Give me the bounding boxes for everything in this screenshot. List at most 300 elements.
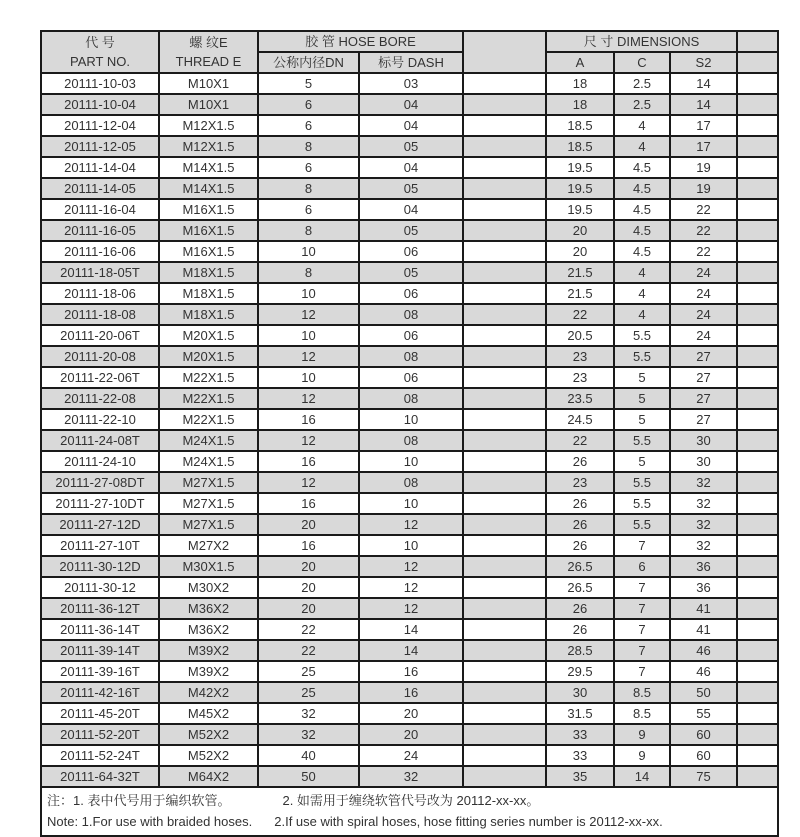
dash-cell: 03	[359, 73, 463, 94]
dn-cell: 12	[258, 346, 359, 367]
dim-s2-cell: 50	[670, 682, 737, 703]
dim-c-cell: 8.5	[614, 682, 670, 703]
thread-cell: M22X1.5	[159, 367, 258, 388]
thread-cell: M18X1.5	[159, 262, 258, 283]
spacer-cell	[463, 241, 546, 262]
part-no-cell: 20111-27-08DT	[41, 472, 159, 493]
dim-s2-cell: 30	[670, 430, 737, 451]
dash-cell: 04	[359, 115, 463, 136]
dim-s2-cell: 36	[670, 577, 737, 598]
dim-c-cell: 5.5	[614, 346, 670, 367]
thread-cell: M16X1.5	[159, 241, 258, 262]
dn-cell: 50	[258, 766, 359, 787]
dash-cell: 10	[359, 493, 463, 514]
spacer-cell	[737, 745, 778, 766]
dim-a-cell: 18	[546, 73, 614, 94]
dash-cell: 16	[359, 682, 463, 703]
part-no-cell: 20111-16-06	[41, 241, 159, 262]
table-row	[41, 451, 778, 472]
thread-cell: M14X1.5	[159, 178, 258, 199]
dn-cell: 16	[258, 409, 359, 430]
thread-cell: M27X1.5	[159, 493, 258, 514]
dash-cell: 06	[359, 325, 463, 346]
spacer-cell	[737, 493, 778, 514]
dim-c-cell: 6	[614, 556, 670, 577]
dim-a-cell: 26	[546, 451, 614, 472]
dim-a-cell: 21.5	[546, 283, 614, 304]
header-dimensions-group: 尺 寸 DIMENSIONS	[546, 31, 737, 52]
thread-cell: M20X1.5	[159, 346, 258, 367]
dash-cell: 06	[359, 367, 463, 388]
dim-s2-cell: 19	[670, 178, 737, 199]
dash-cell: 12	[359, 577, 463, 598]
header-thread	[159, 31, 258, 73]
spacer-cell	[737, 766, 778, 787]
dash-cell: 20	[359, 724, 463, 745]
part-no-cell: 20111-24-10	[41, 451, 159, 472]
spacer-cell	[463, 640, 546, 661]
dim-s2-cell: 32	[670, 535, 737, 556]
part-no-cell: 20111-39-14T	[41, 640, 159, 661]
dash-cell: 05	[359, 136, 463, 157]
dim-a-cell: 26	[546, 535, 614, 556]
dim-c-cell: 5.5	[614, 430, 670, 451]
dash-cell: 08	[359, 472, 463, 493]
spacer-cell	[463, 346, 546, 367]
spacer-cell	[463, 661, 546, 682]
dim-a-cell: 20	[546, 220, 614, 241]
spacer-cell	[737, 682, 778, 703]
dn-cell: 12	[258, 388, 359, 409]
thread-cell: M20X1.5	[159, 325, 258, 346]
table-row	[41, 199, 778, 220]
spacer-cell	[463, 73, 546, 94]
spacer-cell	[463, 766, 546, 787]
dim-c-cell: 9	[614, 724, 670, 745]
dn-cell: 16	[258, 451, 359, 472]
spacer-cell	[737, 556, 778, 577]
thread-cell: M39X2	[159, 640, 258, 661]
spacer-cell	[463, 157, 546, 178]
table-row	[41, 409, 778, 430]
part-no-cell: 20111-10-03	[41, 73, 159, 94]
dim-c-cell: 4	[614, 304, 670, 325]
dim-a-cell: 30	[546, 682, 614, 703]
notes-row	[41, 787, 778, 836]
spacer-cell	[463, 304, 546, 325]
dim-a-cell: 28.5	[546, 640, 614, 661]
spacer-cell	[737, 325, 778, 346]
header-spacer-right-top	[737, 31, 778, 52]
dash-cell: 08	[359, 346, 463, 367]
spacer-cell	[463, 619, 546, 640]
dim-c-cell: 4	[614, 262, 670, 283]
thread-cell: M27X1.5	[159, 514, 258, 535]
dn-cell: 8	[258, 136, 359, 157]
spacer-cell	[737, 199, 778, 220]
dn-cell: 12	[258, 304, 359, 325]
part-no-cell: 20111-30-12	[41, 577, 159, 598]
dash-cell: 04	[359, 199, 463, 220]
note-line-en	[47, 811, 773, 832]
spacer-cell	[737, 367, 778, 388]
table-row	[41, 640, 778, 661]
dim-s2-cell: 24	[670, 325, 737, 346]
dim-s2-cell: 22	[670, 241, 737, 262]
header-spacer-left	[463, 31, 546, 73]
dim-s2-cell: 32	[670, 493, 737, 514]
spacer-cell	[463, 115, 546, 136]
dim-s2-cell: 60	[670, 745, 737, 766]
dim-a-cell: 33	[546, 724, 614, 745]
part-no-cell: 20111-22-10	[41, 409, 159, 430]
dim-a-cell: 20.5	[546, 325, 614, 346]
dim-c-cell: 5.5	[614, 493, 670, 514]
thread-cell: M10X1	[159, 73, 258, 94]
dim-c-cell: 4	[614, 136, 670, 157]
dash-cell: 10	[359, 409, 463, 430]
dim-s2-cell: 36	[670, 556, 737, 577]
dn-cell: 25	[258, 661, 359, 682]
dim-c-cell: 2.5	[614, 73, 670, 94]
thread-cell: M52X2	[159, 745, 258, 766]
dim-a-cell: 18.5	[546, 136, 614, 157]
spacer-cell	[737, 640, 778, 661]
spacer-cell	[737, 241, 778, 262]
notes-cell	[41, 787, 778, 836]
spacer-cell	[463, 598, 546, 619]
dash-cell: 12	[359, 514, 463, 535]
table-row	[41, 682, 778, 703]
part-no-cell: 20111-18-05T	[41, 262, 159, 283]
dim-a-cell: 22	[546, 304, 614, 325]
spacer-cell	[737, 220, 778, 241]
header-dash: 标号 DASH	[359, 52, 463, 73]
dim-c-cell: 5	[614, 409, 670, 430]
table-row	[41, 472, 778, 493]
dim-c-cell: 5	[614, 388, 670, 409]
dn-cell: 25	[258, 682, 359, 703]
dim-c-cell: 4	[614, 115, 670, 136]
dim-a-cell: 23	[546, 367, 614, 388]
dim-a-cell: 19.5	[546, 157, 614, 178]
table-row	[41, 535, 778, 556]
dim-c-cell: 4.5	[614, 199, 670, 220]
dim-a-cell: 26.5	[546, 577, 614, 598]
dim-c-cell: 5	[614, 451, 670, 472]
dim-c-cell: 4	[614, 283, 670, 304]
dim-s2-cell: 22	[670, 220, 737, 241]
spacer-cell	[463, 367, 546, 388]
thread-cell: M64X2	[159, 766, 258, 787]
part-no-cell: 20111-20-06T	[41, 325, 159, 346]
thread-cell: M27X2	[159, 535, 258, 556]
header-dim-c: C	[614, 52, 670, 73]
table-row	[41, 556, 778, 577]
dim-s2-cell: 24	[670, 262, 737, 283]
dim-c-cell: 5.5	[614, 472, 670, 493]
thread-cell: M42X2	[159, 682, 258, 703]
table-row	[41, 724, 778, 745]
table-row	[41, 598, 778, 619]
dim-c-cell: 4.5	[614, 241, 670, 262]
dn-cell: 32	[258, 703, 359, 724]
table-row	[41, 157, 778, 178]
dash-cell: 20	[359, 703, 463, 724]
dn-cell: 6	[258, 157, 359, 178]
spacer-cell	[463, 178, 546, 199]
dn-cell: 6	[258, 199, 359, 220]
part-no-cell: 20111-12-04	[41, 115, 159, 136]
header-part-no	[41, 31, 159, 73]
dash-cell: 32	[359, 766, 463, 787]
dim-a-cell: 26	[546, 493, 614, 514]
thread-cell: M14X1.5	[159, 157, 258, 178]
note-zh-1: 注：1. 表中代号用于编织软管。	[47, 793, 231, 808]
dash-cell: 05	[359, 178, 463, 199]
spacer-cell	[737, 619, 778, 640]
spacer-cell	[737, 304, 778, 325]
spacer-cell	[463, 703, 546, 724]
part-no-cell: 20111-14-05	[41, 178, 159, 199]
part-no-cell: 20111-27-10DT	[41, 493, 159, 514]
dash-cell: 16	[359, 661, 463, 682]
table-row	[41, 325, 778, 346]
dash-cell: 10	[359, 451, 463, 472]
header-part-no-zh: 代 号	[85, 35, 115, 50]
dim-c-cell: 5	[614, 367, 670, 388]
dn-cell: 10	[258, 283, 359, 304]
dim-a-cell: 24.5	[546, 409, 614, 430]
header-dim-a: A	[546, 52, 614, 73]
dim-a-cell: 21.5	[546, 262, 614, 283]
dim-a-cell: 29.5	[546, 661, 614, 682]
dim-s2-cell: 14	[670, 73, 737, 94]
table-row	[41, 367, 778, 388]
header-row-top	[41, 31, 778, 52]
dash-cell: 04	[359, 94, 463, 115]
spacer-cell	[737, 283, 778, 304]
table-row	[41, 136, 778, 157]
thread-cell: M22X1.5	[159, 388, 258, 409]
dim-a-cell: 19.5	[546, 178, 614, 199]
header-hose-bore-group: 胶 管 HOSE BORE	[258, 31, 463, 52]
note-en-2: 2.If use with spiral hoses, hose fitting series number is 20112-xx-xx.	[274, 814, 663, 829]
dim-a-cell: 18	[546, 94, 614, 115]
dim-a-cell: 23	[546, 472, 614, 493]
thread-cell: M45X2	[159, 703, 258, 724]
spacer-cell	[463, 325, 546, 346]
table-row	[41, 388, 778, 409]
dim-a-cell: 22	[546, 430, 614, 451]
dim-s2-cell: 46	[670, 661, 737, 682]
thread-cell: M16X1.5	[159, 220, 258, 241]
part-no-cell: 20111-22-06T	[41, 367, 159, 388]
table-row	[41, 241, 778, 262]
spacer-cell	[463, 535, 546, 556]
dn-cell: 6	[258, 115, 359, 136]
dim-s2-cell: 30	[670, 451, 737, 472]
dn-cell: 40	[258, 745, 359, 766]
table-row	[41, 514, 778, 535]
spacer-cell	[463, 220, 546, 241]
part-no-cell: 20111-24-08T	[41, 430, 159, 451]
spacer-cell	[463, 409, 546, 430]
header-part-no-en: PART NO.	[70, 54, 130, 69]
spacer-cell	[737, 409, 778, 430]
spacer-cell	[463, 136, 546, 157]
spacer-cell	[463, 283, 546, 304]
dash-cell: 05	[359, 262, 463, 283]
dim-c-cell: 5.5	[614, 514, 670, 535]
header-spacer-right-bottom	[737, 52, 778, 73]
dim-s2-cell: 32	[670, 514, 737, 535]
spacer-cell	[737, 661, 778, 682]
thread-cell: M27X1.5	[159, 472, 258, 493]
dash-cell: 08	[359, 388, 463, 409]
dim-s2-cell: 41	[670, 598, 737, 619]
note-line-zh	[47, 790, 773, 811]
part-no-cell: 20111-27-10T	[41, 535, 159, 556]
spacer-cell	[737, 115, 778, 136]
table-row	[41, 304, 778, 325]
dash-cell: 05	[359, 220, 463, 241]
dn-cell: 16	[258, 493, 359, 514]
dash-cell: 14	[359, 619, 463, 640]
dn-cell: 32	[258, 724, 359, 745]
table-row	[41, 115, 778, 136]
spacer-cell	[737, 157, 778, 178]
table-footer	[41, 787, 778, 836]
dim-c-cell: 4.5	[614, 157, 670, 178]
dim-s2-cell: 24	[670, 283, 737, 304]
dn-cell: 22	[258, 619, 359, 640]
table-row	[41, 745, 778, 766]
spacer-cell	[737, 388, 778, 409]
dim-c-cell: 7	[614, 661, 670, 682]
table-row	[41, 262, 778, 283]
dim-a-cell: 19.5	[546, 199, 614, 220]
table-row	[41, 178, 778, 199]
part-no-cell: 20111-14-04	[41, 157, 159, 178]
table-row	[41, 220, 778, 241]
spacer-cell	[737, 451, 778, 472]
header-thread-en: THREAD E	[175, 54, 242, 69]
thread-cell: M24X1.5	[159, 451, 258, 472]
spacer-cell	[737, 262, 778, 283]
thread-cell: M12X1.5	[159, 136, 258, 157]
dim-a-cell: 31.5	[546, 703, 614, 724]
spacer-cell	[737, 178, 778, 199]
spacer-cell	[463, 493, 546, 514]
dim-s2-cell: 19	[670, 157, 737, 178]
dn-cell: 20	[258, 556, 359, 577]
dim-s2-cell: 41	[670, 619, 737, 640]
dn-cell: 22	[258, 640, 359, 661]
dim-a-cell: 26	[546, 619, 614, 640]
dim-a-cell: 26	[546, 514, 614, 535]
spacer-cell	[737, 598, 778, 619]
spacer-cell	[463, 262, 546, 283]
part-no-cell: 20111-16-05	[41, 220, 159, 241]
hose-fitting-spec-table	[40, 30, 779, 837]
table-header	[41, 31, 778, 73]
dim-s2-cell: 17	[670, 136, 737, 157]
spacer-cell	[463, 199, 546, 220]
part-no-cell: 20111-27-12D	[41, 514, 159, 535]
dash-cell: 06	[359, 241, 463, 262]
table-row	[41, 577, 778, 598]
dash-cell: 24	[359, 745, 463, 766]
dim-s2-cell: 46	[670, 640, 737, 661]
dim-s2-cell: 75	[670, 766, 737, 787]
spacer-cell	[737, 94, 778, 115]
spacer-cell	[463, 514, 546, 535]
dn-cell: 8	[258, 262, 359, 283]
spacer-cell	[463, 682, 546, 703]
table-row	[41, 430, 778, 451]
spacer-cell	[463, 472, 546, 493]
table-row	[41, 619, 778, 640]
table-row	[41, 766, 778, 787]
dn-cell: 10	[258, 367, 359, 388]
dim-s2-cell: 27	[670, 409, 737, 430]
dim-a-cell: 26	[546, 598, 614, 619]
table-row	[41, 283, 778, 304]
dim-a-cell: 33	[546, 745, 614, 766]
table-row	[41, 661, 778, 682]
dim-a-cell: 35	[546, 766, 614, 787]
thread-cell: M18X1.5	[159, 283, 258, 304]
part-no-cell: 20111-64-32T	[41, 766, 159, 787]
header-thread-zh: 螺 纹E	[189, 35, 228, 50]
dash-cell: 12	[359, 556, 463, 577]
dim-c-cell: 8.5	[614, 703, 670, 724]
spacer-cell	[737, 535, 778, 556]
part-no-cell: 20111-16-04	[41, 199, 159, 220]
thread-cell: M30X1.5	[159, 556, 258, 577]
thread-cell: M18X1.5	[159, 304, 258, 325]
part-no-cell: 20111-42-16T	[41, 682, 159, 703]
thread-cell: M24X1.5	[159, 430, 258, 451]
dn-cell: 10	[258, 325, 359, 346]
dim-c-cell: 7	[614, 535, 670, 556]
dim-a-cell: 26.5	[546, 556, 614, 577]
thread-cell: M22X1.5	[159, 409, 258, 430]
dn-cell: 12	[258, 472, 359, 493]
part-no-cell: 20111-36-12T	[41, 598, 159, 619]
part-no-cell: 20111-18-06	[41, 283, 159, 304]
dim-a-cell: 23	[546, 346, 614, 367]
thread-cell: M52X2	[159, 724, 258, 745]
part-no-cell: 20111-22-08	[41, 388, 159, 409]
spacer-cell	[737, 472, 778, 493]
spacer-cell	[463, 556, 546, 577]
table-row	[41, 73, 778, 94]
dim-c-cell: 2.5	[614, 94, 670, 115]
dn-cell: 5	[258, 73, 359, 94]
part-no-cell: 20111-20-08	[41, 346, 159, 367]
dim-s2-cell: 17	[670, 115, 737, 136]
spacer-cell	[737, 724, 778, 745]
spacer-cell	[463, 745, 546, 766]
dn-cell: 8	[258, 220, 359, 241]
thread-cell: M12X1.5	[159, 115, 258, 136]
spacer-cell	[737, 136, 778, 157]
dn-cell: 20	[258, 577, 359, 598]
dn-cell: 12	[258, 430, 359, 451]
dim-c-cell: 7	[614, 598, 670, 619]
